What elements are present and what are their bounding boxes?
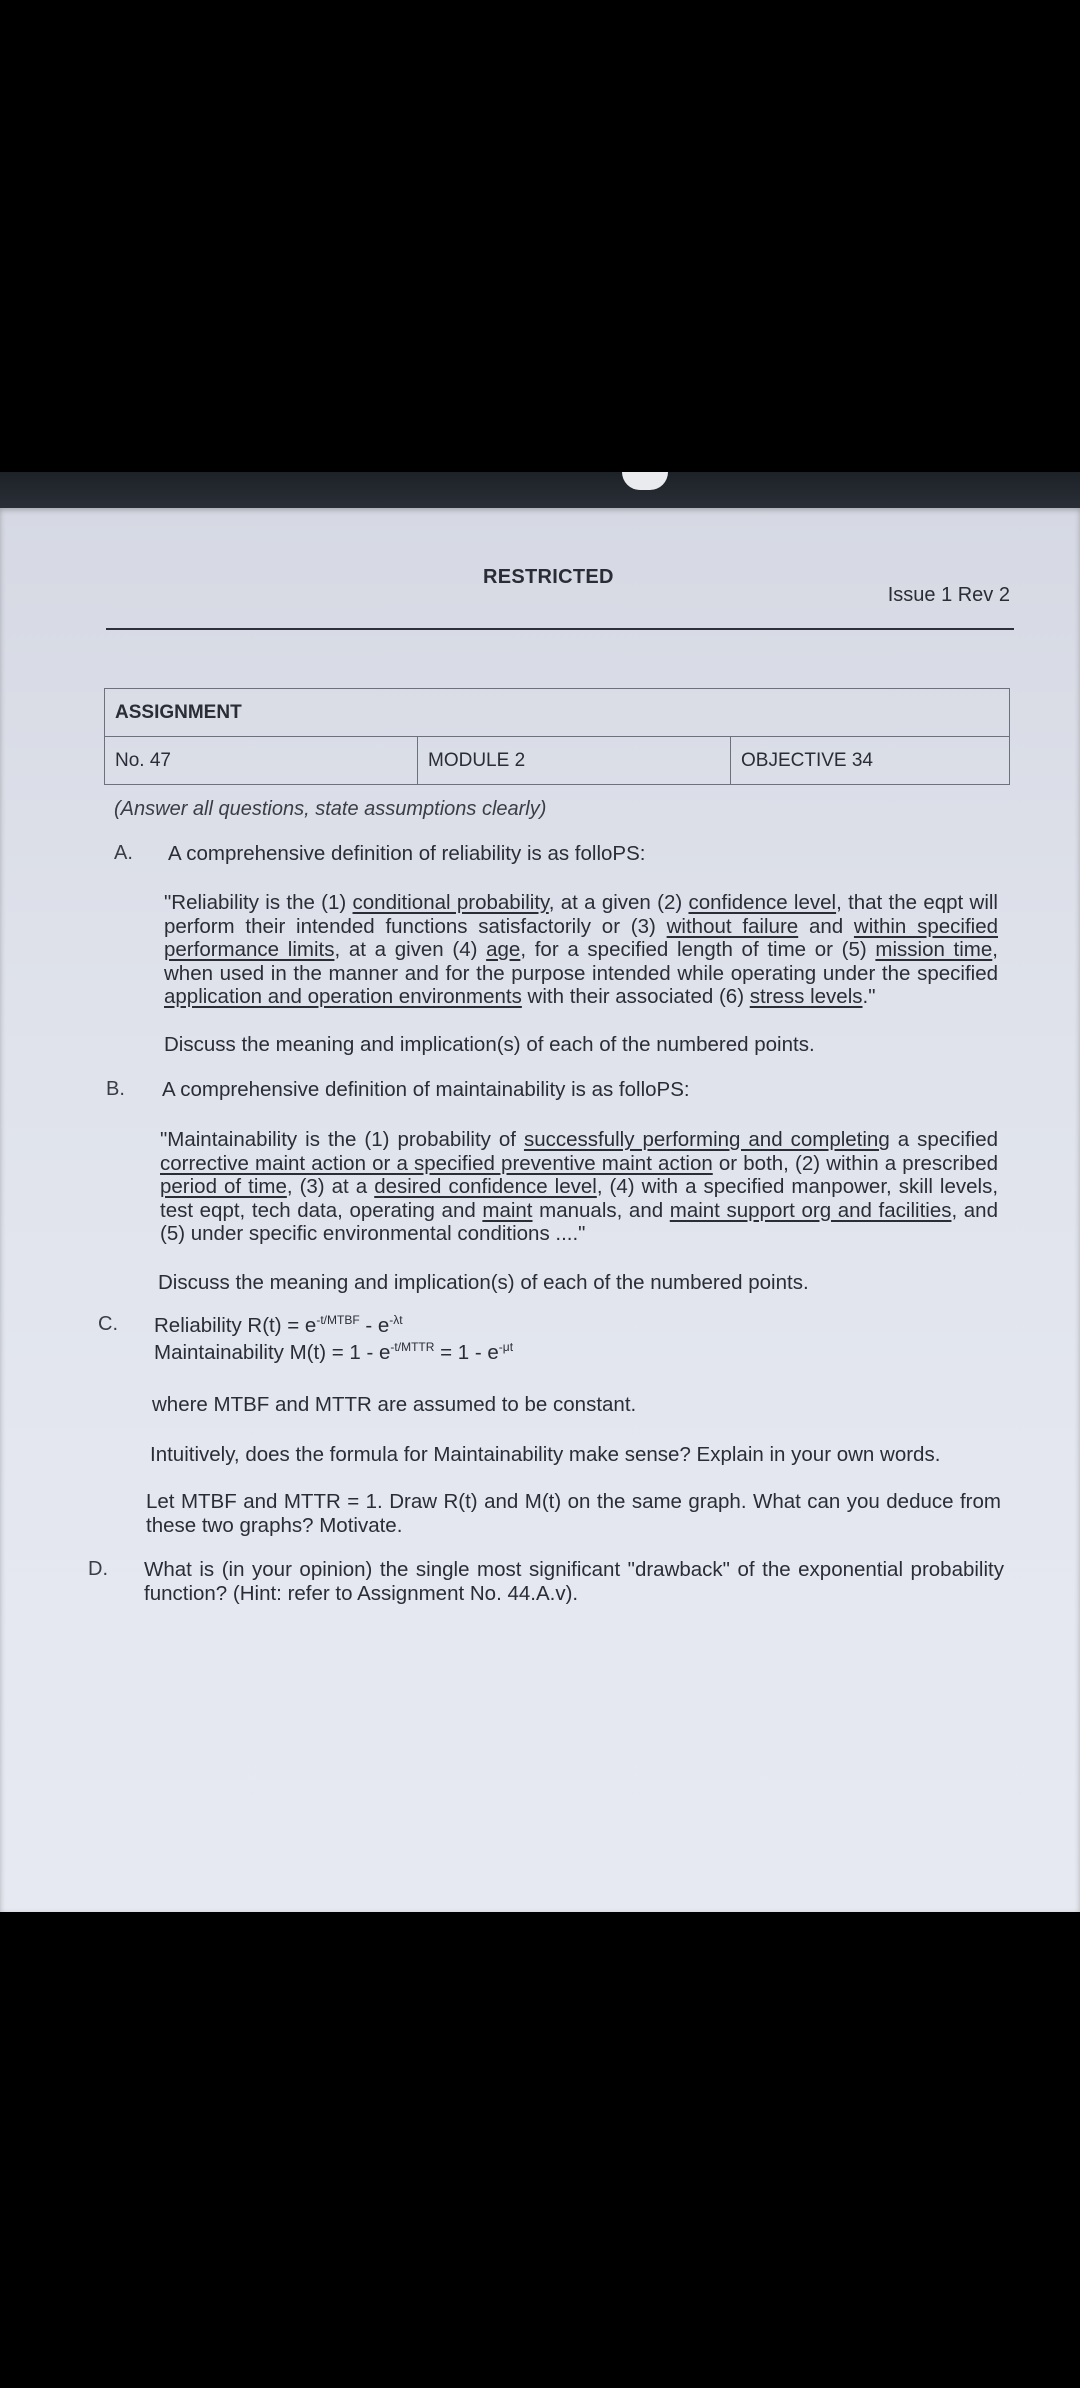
section-b-intro: A comprehensive definition of maintainability is as folloPS: xyxy=(162,1078,690,1101)
issue-revision: Issue 1 Rev 2 xyxy=(887,584,1010,606)
section-a-intro: A comprehensive definition of reliability is as folloPS: xyxy=(168,842,646,865)
reliability-definition: "Reliability is the (1) conditional probability, at a given (2) confidence level, that the eqpt will perform their intended functions satisfactorily or (3) without failure and within specified performance limits, at a given (4) age, for a specified length of time or (5) mission time, when used in the manner and for the purpose intended while operating under the specified application and operation environments with their associated (6) stress levels." xyxy=(164,891,999,1008)
module-cell: MODULE 2 xyxy=(418,737,731,785)
photo-background-strip xyxy=(0,472,1080,512)
section-c-question-2: Let MTBF and MTTR = 1. Draw R(t) and M(t) on the same graph. What can you deduce from these two graphs? Motivate. xyxy=(146,1490,1001,1537)
assignment-title: ASSIGNMENT xyxy=(105,689,1010,737)
bottom-black-area xyxy=(0,1912,1080,2388)
maintainability-definition: "Maintainability is the (1) probability of successfully performing and completing a specified corrective maint action or a specified preventive maint action or both, (2) within a prescribed period of time, (3) at a desired confidence level, (4) with a specified manpower, skill levels, test eqpt, tech data, operating and maint manuals, and maint support org and facilities, and (5) under specific environmental conditions ...." xyxy=(160,1128,999,1245)
section-a-label: A. xyxy=(114,842,133,864)
maintainability-formula: Maintainability $M(t) = 1 - e^{-t/MTTR} = 1 - e^{-\mu t}$ xyxy=(154,1340,514,1364)
top-black-area xyxy=(0,0,1080,472)
section-b-discuss: Discuss the meaning and implication(s) of each of the numbered points. xyxy=(158,1271,809,1294)
section-c-question-1: Intuitively, does the formula for Maintainability make sense? Explain in your own words. xyxy=(150,1443,941,1466)
section-d-question: What is (in your opinion) the single most significant "drawback" of the exponential probability function? (Hint: refer to Assignment No. 44.A.v). xyxy=(144,1558,1004,1605)
section-b-label: B. xyxy=(106,1078,125,1100)
section-a-discuss: Discuss the meaning and implication(s) of each of the numbered points. xyxy=(164,1033,815,1056)
reliability-formula: Reliability $R(t) = e^{-t/MTBF} - e^{-\lambda t}$ xyxy=(154,1313,403,1337)
section-d-label: D. xyxy=(88,1558,108,1580)
objective-cell: OBJECTIVE 34 xyxy=(731,737,1010,785)
header-rule xyxy=(106,628,1014,630)
section-c-assumption: where MTBF and MTTR are assumed to be constant. xyxy=(152,1393,637,1416)
section-c-label: C. xyxy=(98,1313,118,1335)
assignment-number: No. 47 xyxy=(105,737,418,785)
document-page xyxy=(0,508,1080,1912)
assignment-table xyxy=(104,688,1010,785)
classification-label: RESTRICTED xyxy=(483,566,614,588)
instructions: (Answer all questions, state assumptions clearly) xyxy=(114,798,547,820)
